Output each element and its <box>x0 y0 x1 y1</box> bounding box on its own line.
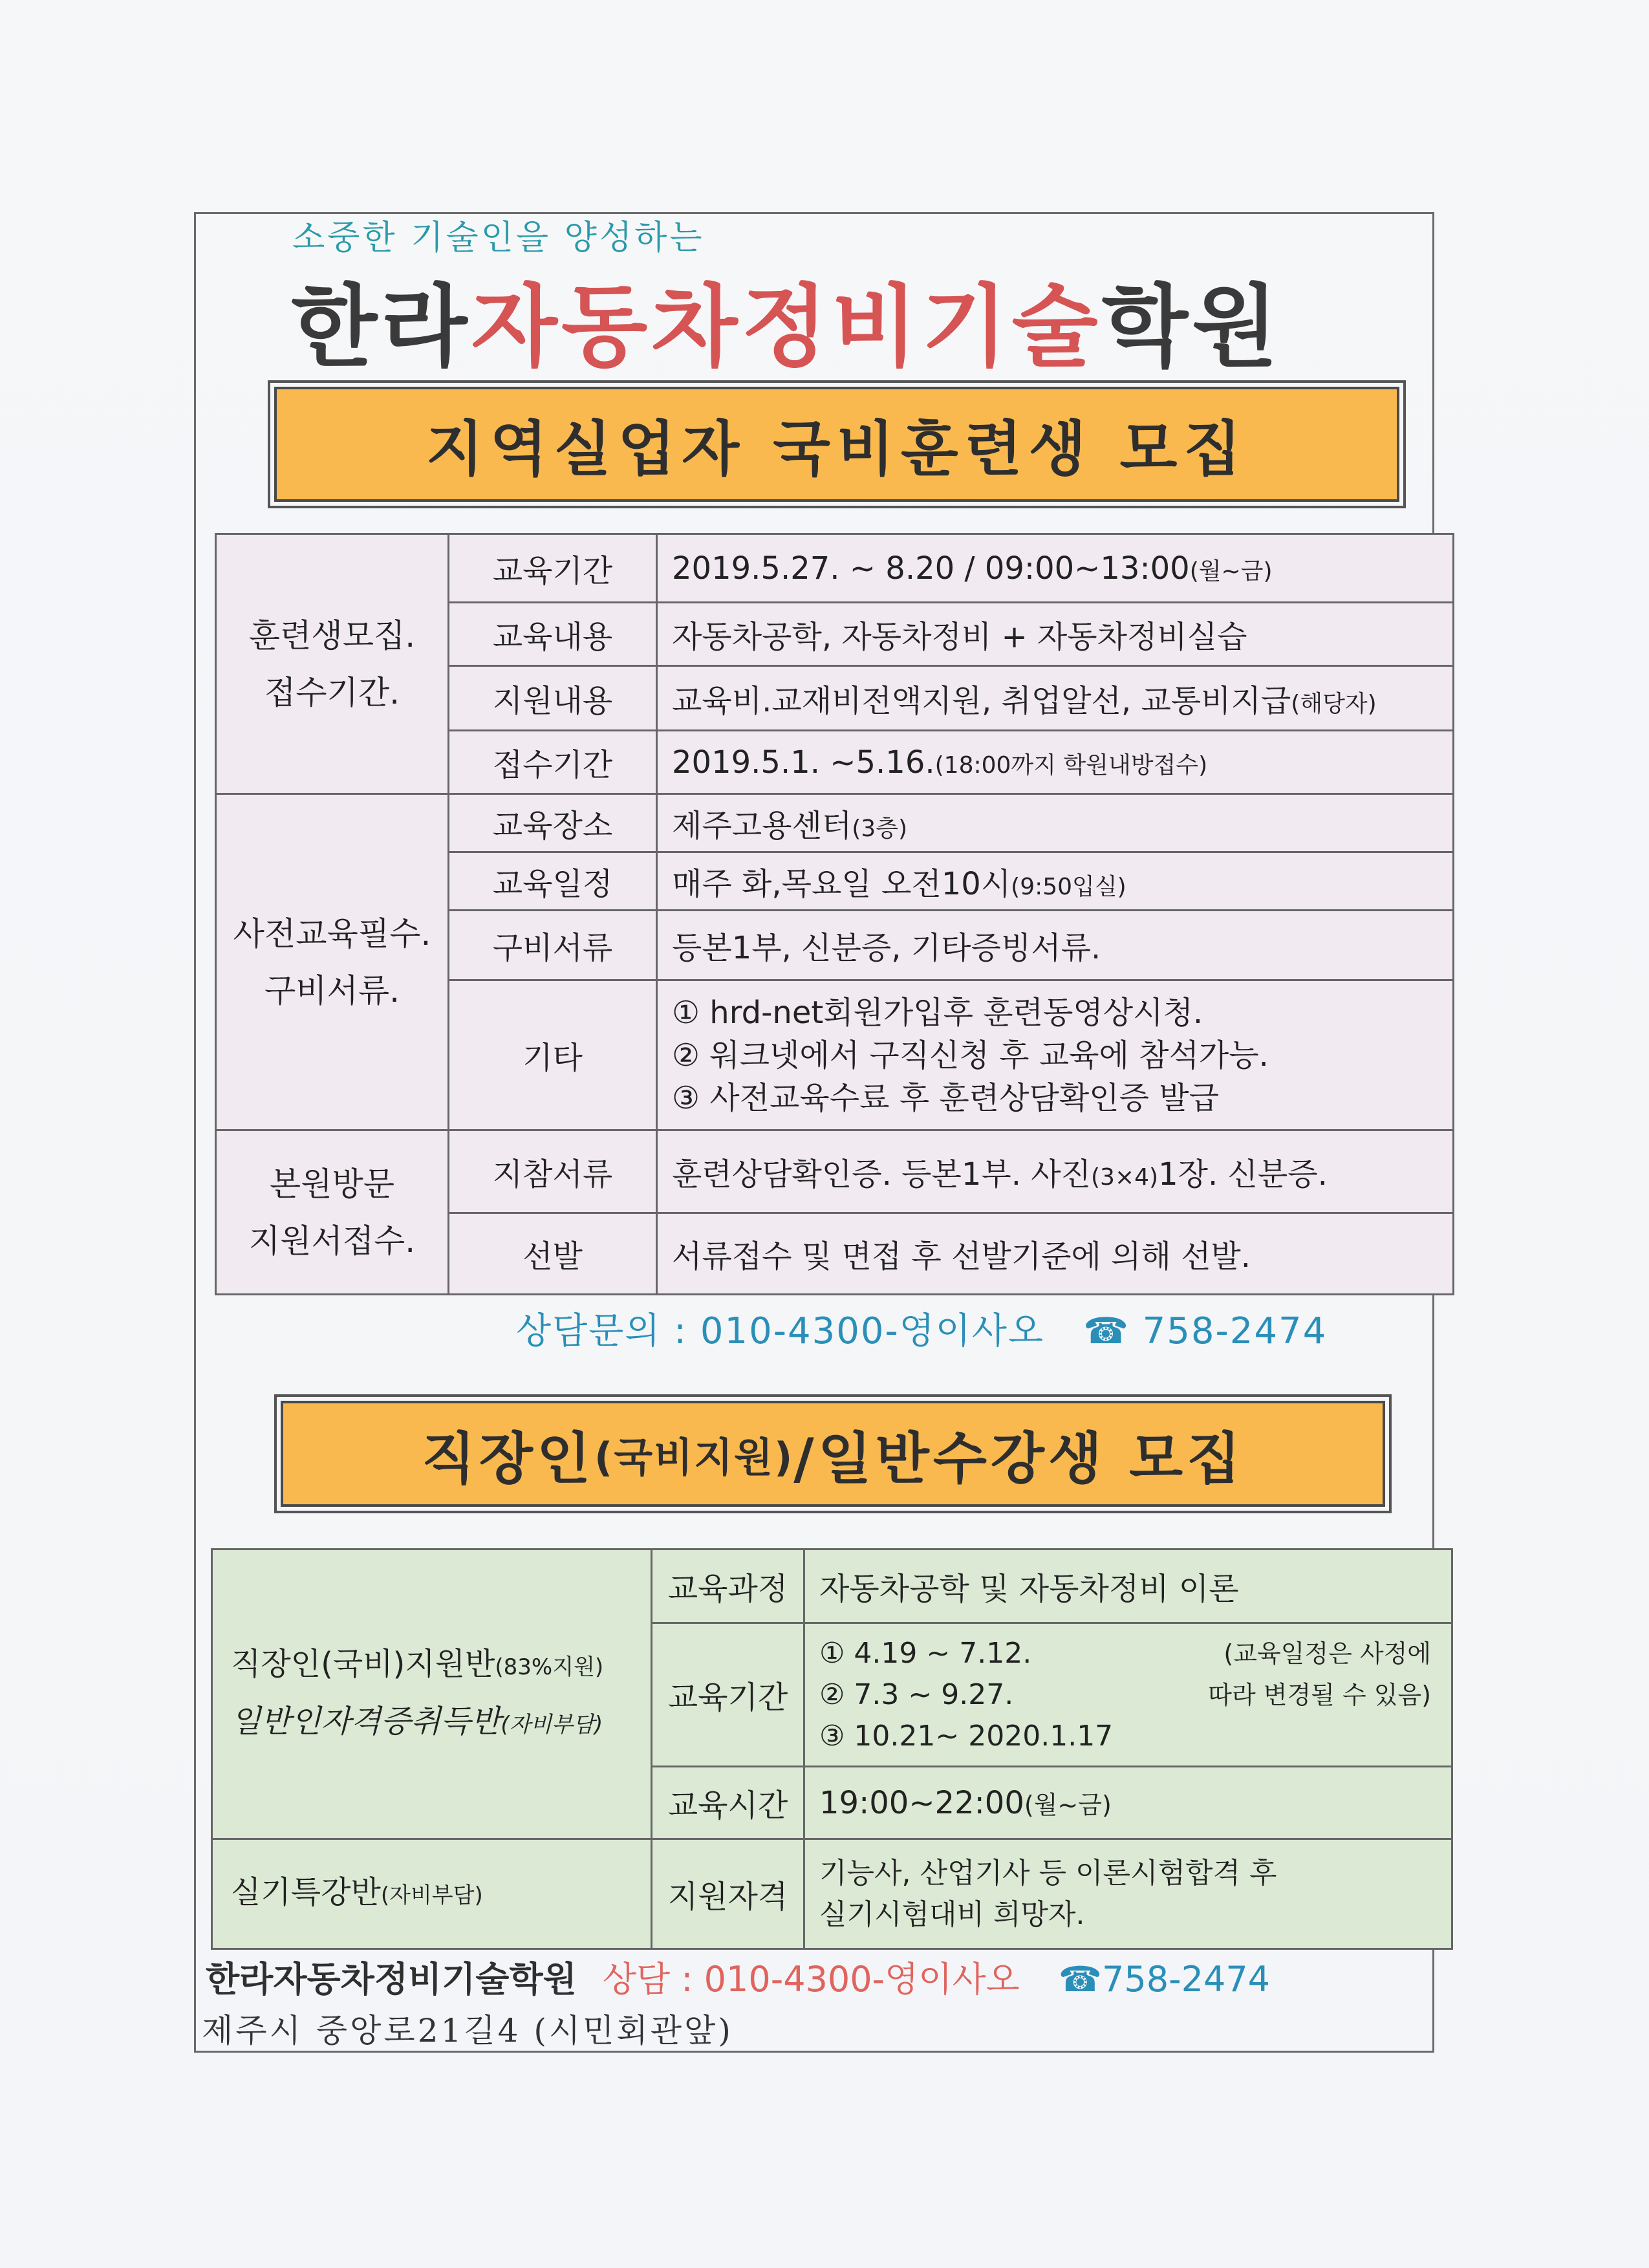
group-cell-recruit: 훈련생모집. 접수기간. <box>216 534 449 794</box>
consult-contact <box>516 1302 1460 1354</box>
group-cell-practical: 실기특강반(자비부담) <box>212 1839 652 1949</box>
recruitment-banner-workers: 직장인 (국비지원) /일반수강생 모집 <box>281 1401 1385 1507</box>
consult-text: 상담문의 : 010-4300-영이사오 <box>516 1310 1045 1352</box>
row-label: 교육기간 <box>449 534 657 603</box>
row-label: 접수기간 <box>449 731 657 794</box>
row-label: 교육시간 <box>652 1767 804 1839</box>
row-value-list: ① hrd-net회원가입후 훈련동영상시청. ② 워크넷에서 구직신청 후 교육에 참석가능. ③ 사전교육수료 후 훈련상담확인증 발급 <box>657 980 1454 1130</box>
tagline: 소중한 기술인을 양성하는 <box>292 219 705 257</box>
row-label: 구비서류 <box>449 911 657 980</box>
address: 제주시 중앙로21길4 (시민회관앞) <box>202 2012 733 2049</box>
table-row <box>212 1550 1452 1623</box>
row-label: 지원자격 <box>652 1839 804 1949</box>
row-value: 훈련상담확인증. 등본1부. 사진(3×4)1장. 신분증. <box>657 1130 1454 1213</box>
brand-highlight: 자동차정비기술 <box>471 275 1102 379</box>
banner1-title: 지역실업자 국비훈련생 모집 <box>426 415 1248 484</box>
table-row <box>216 1130 1454 1213</box>
row-value: 2019.5.1. ~5.16.(18:00까지 학원내방접수) <box>657 731 1454 794</box>
table-row <box>216 534 1454 603</box>
row-label: 교육내용 <box>449 603 657 666</box>
schedule-list: ① 4.19 ~ 7.12. (교육일정은 사정에 ② 7.3 ~ 9.27. 따라 변경될 수 있음) ③ 10.21~ 2020.1.17 <box>804 1623 1452 1767</box>
row-value: 2019.5.27. ~ 8.20 / 09:00~13:00(월~금) <box>657 534 1454 603</box>
recruitment-banner-unemployed <box>274 387 1399 502</box>
row-label: 기타 <box>449 980 657 1130</box>
worker-program-table <box>211 1548 1453 1950</box>
row-value-list: 기능사, 산업기사 등 이론시험합격 후 실기시험대비 희망자. <box>804 1839 1452 1949</box>
table-row <box>212 1839 1452 1949</box>
phone-number: ☎ 758-2474 <box>1083 1310 1328 1352</box>
brand-suffix: 학원 <box>1101 275 1282 379</box>
row-value: 제주고용센터(3층) <box>657 794 1454 852</box>
row-label: 교육기간 <box>652 1623 804 1767</box>
row-value: 서류접수 및 면접 후 선발기준에 의해 선발. <box>657 1213 1454 1295</box>
group-cell-visit: 본원방문 지원서접수. <box>216 1130 449 1295</box>
footer-phone: ☎758-2474 <box>1058 1959 1271 2000</box>
row-value: 매주 화,목요일 오전10시(9:50입실) <box>657 852 1454 911</box>
row-value: 자동차공학, 자동차정비 + 자동차정비실습 <box>657 603 1454 666</box>
row-value: 19:00~22:00(월~금) <box>804 1767 1452 1839</box>
unemployed-program-table <box>215 533 1454 1295</box>
footer-consult: 상담 : 010-4300-영이사오 <box>602 1959 1020 2000</box>
row-value: 교육비.교재비전액지원, 취업알선, 교통비지급(해당자) <box>657 666 1454 731</box>
table-row <box>216 794 1454 852</box>
group-cell-worker-class: 직장인(국비)지원반(83%지원) 일반인자격증취득반(자비부담) <box>212 1550 652 1839</box>
row-label: 지참서류 <box>449 1130 657 1213</box>
row-value: 자동차공학 및 자동차정비 이론 <box>804 1550 1452 1623</box>
row-label: 교육과정 <box>652 1550 804 1623</box>
row-label: 선발 <box>449 1213 657 1295</box>
row-label: 지원내용 <box>449 666 657 731</box>
brand-prefix: 한라 <box>291 275 471 379</box>
academy-title <box>291 255 1390 383</box>
row-value: 등본1부, 신분증, 기타증빙서류. <box>657 911 1454 980</box>
row-label: 교육장소 <box>449 794 657 852</box>
group-cell-pre-education: 사전교육필수. 구비서류. <box>216 794 449 1130</box>
row-label: 교육일정 <box>449 852 657 911</box>
footer-academy-name: 한라자동차정비기술학원 <box>206 1959 577 2000</box>
footer-contact <box>206 1952 1447 2002</box>
